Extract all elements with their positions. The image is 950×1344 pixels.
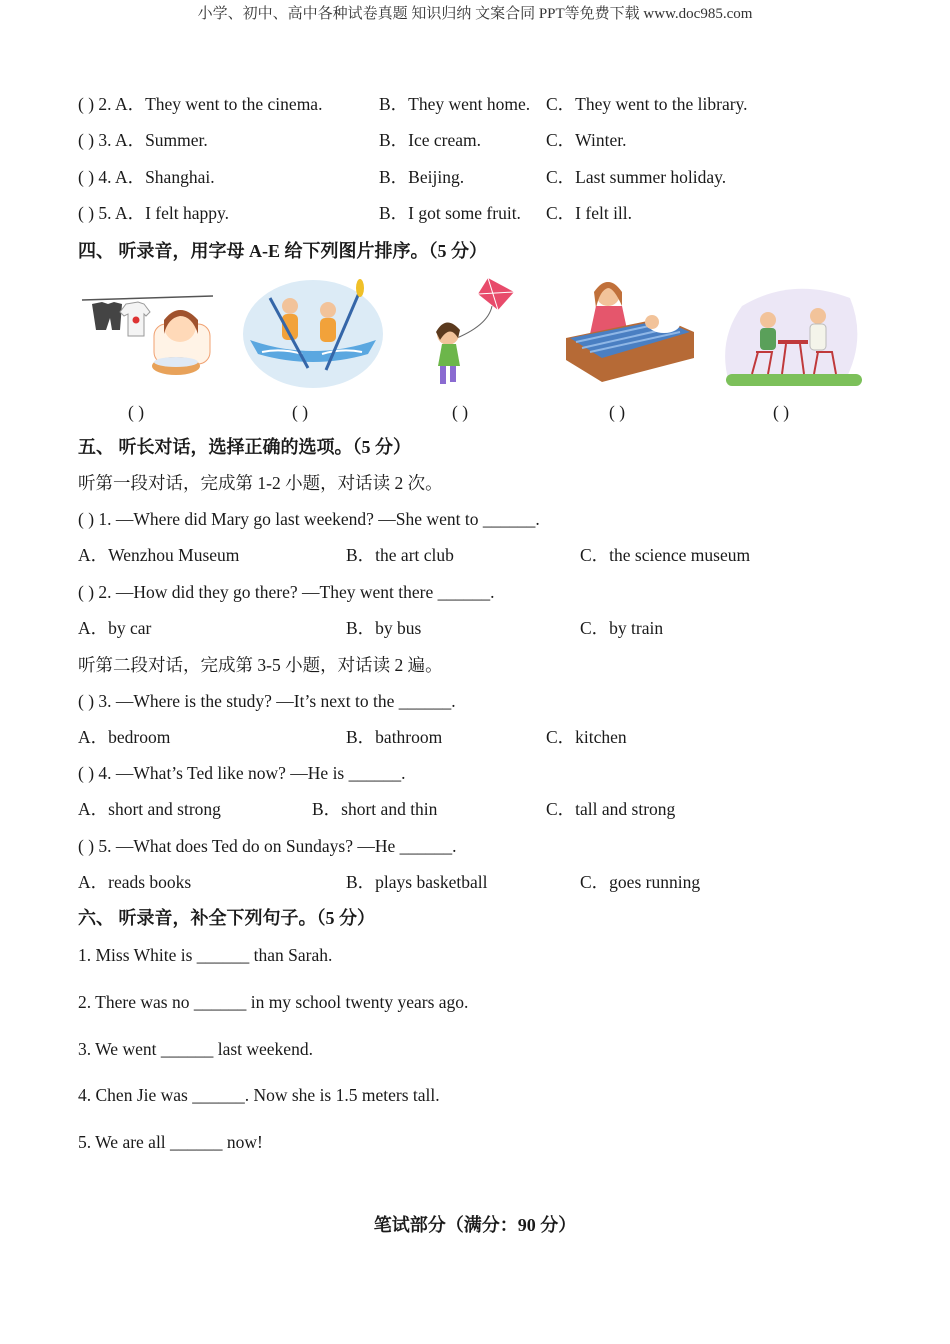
option-a: A．Wenzhou Museum — [78, 545, 240, 565]
picture-4-blank[interactable]: ( ) — [609, 402, 626, 422]
sick-in-bed-picture — [562, 276, 698, 386]
question-stem: ( ) 3. A．Summer. — [78, 130, 208, 150]
question-stem: ( ) 2. A．They went to the cinema. — [78, 94, 323, 114]
picture-2-blank[interactable]: ( ) — [292, 402, 309, 422]
written-part-title: 笔试部分（满分：90 分） — [373, 1215, 577, 1235]
section-6-title: 六、 听录音，补全下列句子。（5 分） — [78, 908, 375, 928]
page-header: 小学、初中、高中各种试卷真题 知识归纳 文案合同 PPT等免费下载 www.doc985.com — [197, 6, 753, 22]
option-c: C．Winter. — [546, 130, 627, 150]
option-a: A．reads books — [78, 872, 192, 892]
picture-1-blank[interactable]: ( ) — [128, 402, 145, 422]
option-b: B．I got some fruit. — [379, 203, 521, 223]
option-b: B．Ice cream. — [379, 130, 482, 150]
question-stem: ( ) 1. —Where did Mary go last weekend? —She went to ______. — [78, 509, 540, 529]
question-stem: ( ) 5. A．I felt happy. — [78, 203, 229, 223]
option-b: B．They went home. — [379, 94, 531, 114]
section-5-title: 五、 听长对话，选择正确的选项。（5 分） — [78, 437, 411, 457]
dialogue-2-intro: 听第二段对话，完成第 3-5 小题，对话读 2 遍。 — [78, 655, 443, 675]
option-b: B．by bus — [346, 618, 422, 638]
option-c: C．goes running — [580, 872, 701, 892]
option-c: C．They went to the library. — [546, 94, 748, 114]
option-c: C．the science museum — [580, 545, 751, 565]
option-c: C．tall and strong — [546, 799, 676, 819]
option-a: A．by car — [78, 618, 152, 638]
question-stem: ( ) 4. A．Shanghai. — [78, 167, 215, 187]
fill-sentence-1: 1. Miss White is ______ than Sarah. — [78, 945, 333, 965]
option-c: C．I felt ill. — [546, 203, 633, 223]
option-a: A．bedroom — [78, 727, 171, 747]
picture-3-blank[interactable]: ( ) — [452, 402, 469, 422]
question-stem: ( ) 2. —How did they go there? —They went there ______. — [78, 582, 495, 602]
option-c: C．by train — [580, 618, 664, 638]
question-stem: ( ) 4. —What’s Ted like now? —He is ______. — [78, 763, 406, 783]
option-b: B．plays basketball — [346, 872, 488, 892]
option-c: C．Last summer holiday. — [546, 167, 727, 187]
option-b: B．bathroom — [346, 727, 443, 747]
dialogue-1-intro: 听第一段对话，完成第 1-2 小题，对话读 2 次。 — [78, 473, 443, 493]
question-stem: ( ) 5. —What does Ted do on Sundays? —He ______. — [78, 836, 457, 856]
rowing-boat-picture — [242, 278, 384, 390]
picture-5-blank[interactable]: ( ) — [773, 402, 790, 422]
option-b: B．short and thin — [312, 799, 438, 819]
fill-sentence-5: 5. We are all ______ now! — [78, 1132, 263, 1152]
fill-sentence-4: 4. Chen Jie was ______. Now she is 1.5 meters tall. — [78, 1085, 440, 1105]
playing-chess-picture — [722, 282, 862, 388]
flying-kite-picture — [428, 276, 518, 390]
option-b: B．the art club — [346, 545, 454, 565]
option-b: B．Beijing. — [379, 167, 465, 187]
fill-sentence-3: 3. We went ______ last weekend. — [78, 1039, 313, 1059]
option-c: C．kitchen — [546, 727, 627, 747]
washing-clothes-picture — [80, 290, 215, 378]
question-stem: ( ) 3. —Where is the study? —It’s next to the ______. — [78, 691, 456, 711]
section-4-title: 四、 听录音，用字母 A-E 给下列图片排序。（5 分） — [78, 241, 487, 261]
option-a: A．short and strong — [78, 799, 221, 819]
fill-sentence-2: 2. There was no ______ in my school twenty years ago. — [78, 992, 469, 1012]
